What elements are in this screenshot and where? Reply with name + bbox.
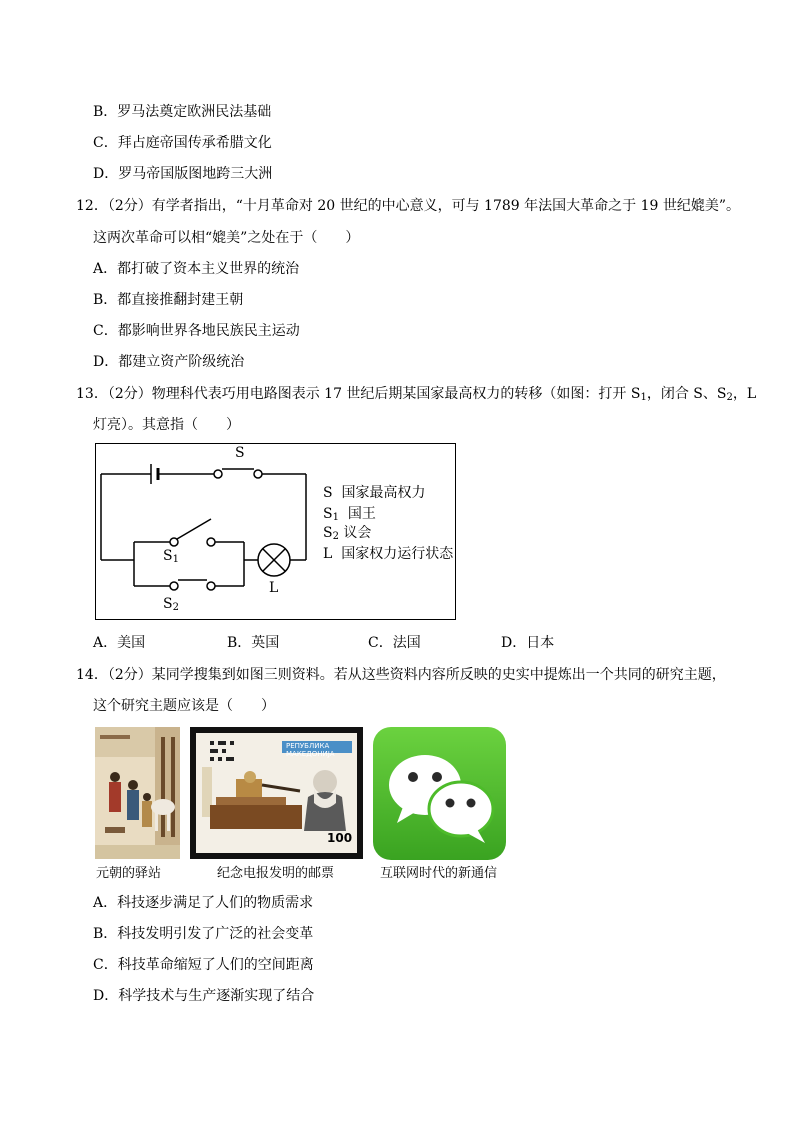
legend-s2: $S_2$ 议会 [323, 525, 372, 542]
legend-l: L 国家权力运行状态 [323, 546, 454, 562]
q13-stem-line2: 灯亮）。其意指（ ） [93, 417, 240, 433]
switch-s1-contact-left [170, 538, 178, 546]
yuan-post-station-image [95, 727, 180, 859]
q14-option-b: B．科技发明引发了广泛的社会变革 [93, 926, 314, 942]
q13-option-a: A．美国 [93, 635, 146, 651]
q11-option-c: C．拜占庭帝国传承希腊文化 [93, 135, 272, 151]
q13-option-c: C．法国 [368, 635, 421, 651]
switch-s1-lever-open [177, 519, 211, 539]
caption-wechat: 互联网时代的新通信 [380, 866, 498, 881]
label-lamp-l: L [269, 580, 279, 596]
switch-s1-contact-right [207, 538, 215, 546]
label-switch-s: S [235, 445, 245, 461]
switch-s-contact-right [254, 470, 262, 478]
q12-stem-line2: 这两次革命可以相“媲美”之处在于（ ） [93, 230, 360, 246]
wechat-icon-image [373, 727, 506, 860]
q13-stem-line1: 13．（2分）物理科代表巧用电路图表示 17 世纪后期某国家最高权力的转移（如图：打开 $S_1$，闭合 S、$S_2$，L [76, 386, 757, 403]
switch-s2-contact-left [170, 582, 178, 590]
q14-option-c: C．科技革命缩短了人们的空间距离 [93, 957, 314, 973]
q12-option-d: D．都建立资产阶级统治 [93, 354, 245, 370]
caption-telegraph-stamp: 纪念电报发明的邮票 [217, 866, 335, 881]
q13-option-b: B．英国 [227, 635, 280, 651]
stamp-country-text: РЕПУБЛИКА МАКЕДОНИЈА [286, 742, 335, 758]
switch-s-contact-left [214, 470, 222, 478]
switch-s2-contact-right [207, 582, 215, 590]
q11-option-b: B．罗马法奠定欧洲民法基础 [93, 104, 272, 120]
q12-stem-line1: 12．（2分）有学者指出，“十月革命对 20 世纪的中心意义，可与 1789 年法国大革命之于 19 世纪媲美”。 [76, 198, 740, 214]
label-switch-s2: $S_2$ [163, 596, 179, 613]
q14-stem-line2: 这个研究主题应该是（ ） [93, 698, 275, 714]
q12-option-c: C．都影响世界各地民族民主运动 [93, 323, 300, 339]
legend-s: S 国家最高权力 [323, 485, 426, 501]
q14-option-a: A．科技逐步满足了人们的物质需求 [93, 895, 314, 911]
q14-option-d: D．科学技术与生产逐渐实现了结合 [93, 988, 315, 1004]
q11-option-d: D．罗马帝国版图地跨三大洲 [93, 166, 273, 182]
label-switch-s1: $S_1$ [163, 548, 179, 565]
q13-option-d: D．日本 [501, 635, 555, 651]
q14-stem-line1: 14．（2分）某同学搜集到如图三则资料。若从这些资料内容所反映的史实中提炼出一个共同的研究主题， [76, 667, 726, 683]
q12-option-b: B．都直接推翻封建王朝 [93, 292, 244, 308]
telegraph-stamp-image [190, 727, 363, 859]
caption-yuan-post-station: 元朝的驿站 [96, 866, 162, 881]
q12-option-a: A．都打破了资本主义世界的统治 [93, 261, 300, 277]
circuit-diagram [95, 443, 456, 620]
stamp-value: 100 [327, 831, 353, 845]
legend-s1: $S_1$ 国王 [323, 506, 376, 523]
